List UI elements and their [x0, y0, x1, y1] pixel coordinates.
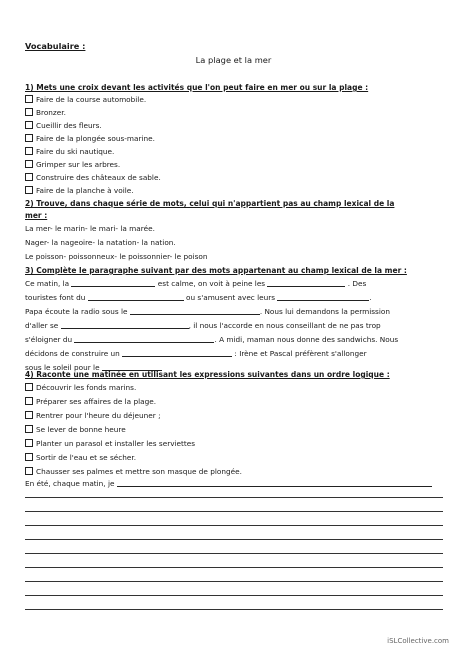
q2-word-series: Le poisson- poissonneux- le poissonnier- le poison [25, 252, 208, 261]
checkbox[interactable] [25, 397, 33, 405]
footer-credit: iSLCollective.com [387, 637, 449, 645]
checkbox[interactable] [25, 160, 33, 168]
q1-item: Construire des châteaux de sable. [25, 173, 445, 183]
q4-item: Découvrir les fonds marins. [25, 383, 445, 393]
q1-item: Faire du ski nautique. [25, 147, 445, 157]
q2-word-series: Nager- la nageoire- la natation- la nation. [25, 238, 176, 247]
q3-paragraph-line: sous le soleil pour le [25, 363, 445, 373]
writing-line[interactable] [25, 567, 443, 568]
blank-field[interactable] [61, 321, 189, 329]
q4-item: Planter un parasol et installer les serviettes [25, 439, 445, 449]
question-1-instruction: 1) Mets une croix devant les activités que l'on peut faire en mer ou sur la plage : [25, 83, 369, 92]
q3-paragraph-line: d'aller se , il nous l'accorde en nous conseillant de ne pas trop [25, 321, 381, 330]
blank-field[interactable] [130, 307, 260, 315]
checkbox[interactable] [25, 383, 33, 391]
question-4-instruction: 4) Raconte une matinée en utilisant les expressions suivantes dans un ordre logique : [25, 370, 390, 379]
q4-item: Chausser ses palmes et mettre son masque de plongée. [25, 467, 445, 477]
checkbox[interactable] [25, 453, 33, 461]
blank-field[interactable] [74, 335, 214, 343]
writing-line[interactable] [25, 511, 443, 512]
question-2-instruction-cont: mer : [25, 211, 48, 220]
q4-item: Se lever de bonne heure [25, 425, 445, 435]
writing-line[interactable] [25, 525, 443, 526]
vocabulary-heading: Vocabulaire : [25, 41, 86, 51]
worksheet-title: La plage et la mer [195, 55, 272, 65]
question-3-instruction: 3) Complète le paragraphe suivant par des mots appartenant au champ lexical de la mer : [25, 266, 407, 275]
writing-line[interactable] [25, 497, 443, 498]
q4-item: Rentrer pour l'heure du déjeuner ; [25, 411, 445, 421]
q1-item: Bronzer. [25, 108, 445, 118]
q1-item: Faire de la planche à voile. [25, 186, 445, 196]
checkbox[interactable] [25, 95, 33, 103]
question-2-instruction: 2) Trouve, dans chaque série de mots, celui qui n'appartient pas au champ lexical de la [25, 199, 395, 208]
checkbox[interactable] [25, 411, 33, 419]
writing-line[interactable] [25, 595, 443, 596]
q1-item: Grimper sur les arbres. [25, 160, 445, 170]
checkbox[interactable] [25, 425, 33, 433]
q3-paragraph-line: Papa écoute la radio sous le . Nous lui demandons la permission [25, 307, 390, 316]
q3-paragraph-line: touristes font du ou s'amusent avec leurs . [25, 293, 372, 302]
q4-writing-start: En été, chaque matin, je [25, 479, 445, 489]
checkbox[interactable] [25, 186, 33, 194]
q4-item: Préparer ses affaires de la plage. [25, 397, 445, 407]
q1-item: Faire de la course automobile. [25, 95, 445, 105]
checkbox[interactable] [25, 467, 33, 475]
writing-line[interactable] [25, 539, 443, 540]
checkbox[interactable] [25, 108, 33, 116]
checkbox[interactable] [25, 173, 33, 181]
q3-paragraph-line: s'éloigner du . A midi, maman nous donne des sandwichs. Nous [25, 335, 399, 344]
q3-paragraph-line: Ce matin, la est calme, on voit à peine les . Des [25, 279, 367, 288]
writing-line[interactable] [25, 609, 443, 610]
q1-item: Faire de la plongée sous-marine. [25, 134, 445, 144]
checkbox[interactable] [25, 134, 33, 142]
checkbox[interactable] [25, 439, 33, 447]
blank-field[interactable] [88, 293, 184, 301]
q4-item: Sortir de l'eau et se sécher. [25, 453, 445, 463]
blank-field[interactable] [71, 279, 155, 287]
blank-field[interactable] [277, 293, 369, 301]
blank-field[interactable] [122, 349, 232, 357]
blank-field[interactable] [267, 279, 345, 287]
q1-item: Cueillir des fleurs. [25, 121, 445, 131]
writing-line[interactable] [25, 553, 443, 554]
q3-paragraph-line: décidons de construire un : Irène et Pascal préfèrent s'allonger [25, 349, 367, 358]
writing-line[interactable] [25, 581, 443, 582]
checkbox[interactable] [25, 147, 33, 155]
checkbox[interactable] [25, 121, 33, 129]
writing-line[interactable] [117, 479, 432, 487]
q2-word-series: La mer- le marin- le mari- la marée. [25, 224, 155, 233]
